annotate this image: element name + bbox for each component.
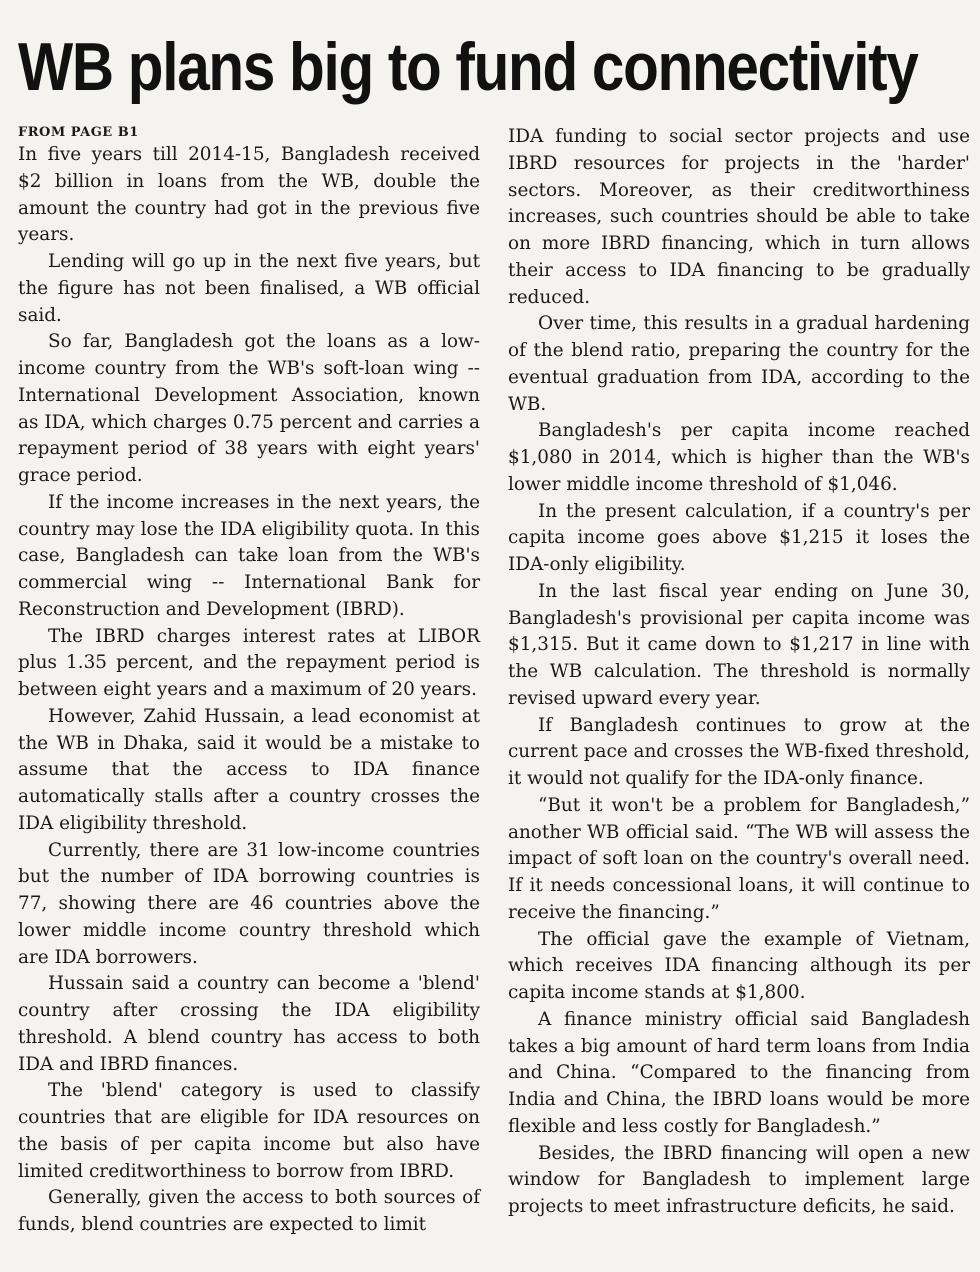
- paragraph: Besides, the IBRD financing will open a new window for Bangladesh to implement large projects to meet infrastructure deficits, he said.: [508, 1142, 970, 1217]
- paragraph: Generally, given the access to both sources of funds, blend countries are expected to limit: [18, 1187, 480, 1235]
- paragraph: If Bangladesh continues to grow at the current pace and crosses the WB-fixed threshold, it would not qualify for the IDA-only finance.: [508, 714, 970, 789]
- paragraph: So far, Bangladesh got the loans as a low-income country from the WB's soft-loan wing -- International Development Association, known as IDA, which charges 0.75 percent and carries a repayment period of 38 years with eight years' grace period.: [18, 331, 480, 486]
- paragraph: However, Zahid Hussain, a lead economist at the WB in Dhaka, said it would be a mistake to assume that the access to IDA finance automatically stalls after a country crosses the IDA eligibility threshold.: [18, 705, 480, 834]
- paragraph: Lending will go up in the next five years, but the figure has not been finalised, a WB official said.: [18, 251, 480, 326]
- paragraph: If the income increases in the next years, the country may lose the IDA eligibility quota. In this case, Bangladesh can take loan from the WB's commercial wing -- International Bank for Reconstruction and Development (IBRD).: [18, 491, 480, 620]
- paragraph: IDA funding to social sector projects and use IBRD resources for projects in the 'harder' sectors. Moreover, as their creditworthiness increases, such countries should be able to take on more IBRD financing, which in turn allows their access to IDA financing to be gradually reduced.: [508, 126, 970, 308]
- paragraph: Hussain said a country can become a 'blend' country after crossing the IDA eligibility threshold. A blend country has access to both IDA and IBRD finances.: [18, 973, 480, 1075]
- headline: WB plans big to fund connectivity: [18, 29, 918, 105]
- paragraph: In the present calculation, if a country's per capita income goes above $1,215 it loses the IDA-only eligibility.: [508, 500, 970, 575]
- paragraph: Over time, this results in a gradual hardening of the blend ratio, preparing the country for the eventual graduation from IDA, according to the WB.: [508, 313, 970, 415]
- paragraph: In five years till 2014-15, Bangladesh received $2 billion in loans from the WB, double the amount the country had got in the previous five years.: [18, 144, 480, 246]
- paragraph: “But it won't be a problem for Bangladesh,” another WB official said. “The WB will assess the impact of soft loan on the country's overall need. If it needs concessional loans, it will continue to receive the financing.”: [508, 794, 970, 923]
- paragraph: Bangladesh's per capita income reached $1,080 in 2014, which is higher than the WB's lower middle income threshold of $1,046.: [508, 420, 970, 495]
- paragraph: Currently, there are 31 low-income countries but the number of IDA borrowing countries is 77, showing there are 46 countries above the lower middle income country threshold which are IDA borrowers.: [18, 839, 480, 968]
- paragraph: In the last fiscal year ending on June 30, Bangladesh's provisional per capita income was $1,315. But it came down to $1,217 in line with the WB calculation. The threshold is normally revised upward every year.: [508, 580, 970, 709]
- paragraph: The IBRD charges interest rates at LIBOR plus 1.35 percent, and the repayment period is between eight years and a maximum of 20 years.: [18, 625, 480, 700]
- paragraph: The 'blend' category is used to classify countries that are eligible for IDA resources on the basis of per capita income but also have limited creditworthiness to borrow from IBRD.: [18, 1080, 480, 1182]
- paragraph: A finance ministry official said Bangladesh takes a big amount of hard term loans from India and China. “Compared to the financing from India and China, the IBRD loans would be more flexible and less costly for Bangladesh.”: [508, 1008, 970, 1137]
- dateline: FROM PAGE B1: [18, 125, 139, 140]
- article-column-right: [508, 124, 970, 1221]
- article-column-left: [18, 124, 480, 1239]
- paragraph: The official gave the example of Vietnam, which receives IDA financing although its per capita income stands at $1,800.: [508, 928, 970, 1003]
